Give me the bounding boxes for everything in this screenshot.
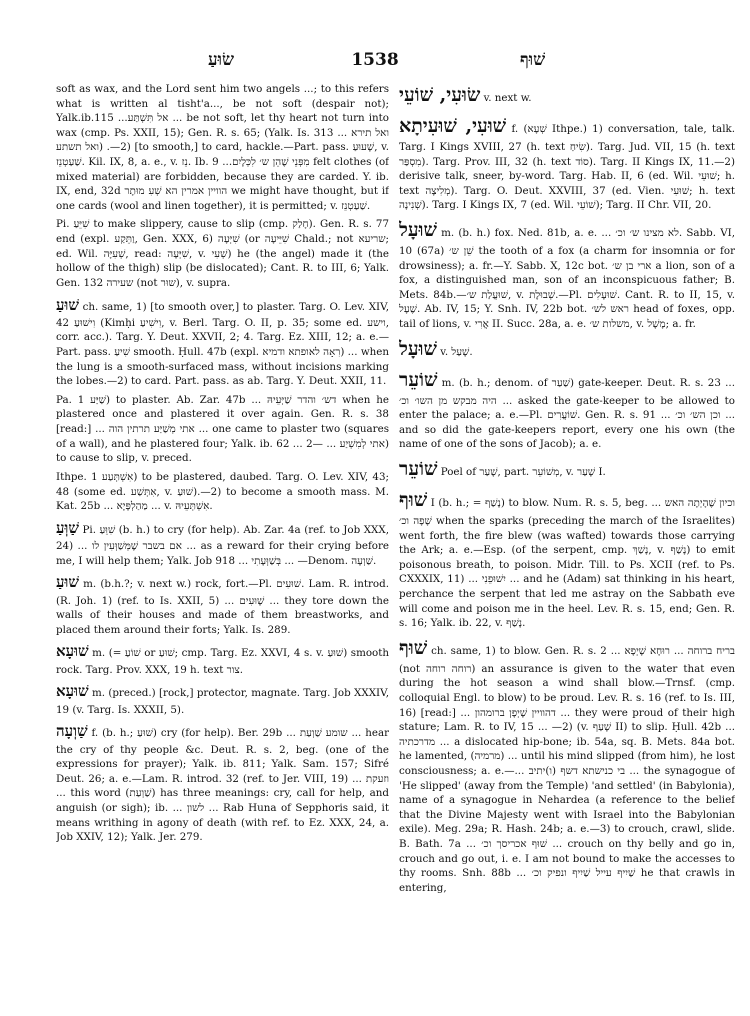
entry bbox=[56, 721, 389, 845]
entry bbox=[56, 641, 389, 677]
entry-headword: שׁוּעָל bbox=[399, 218, 437, 241]
entry-headword: שׁוּעַ bbox=[56, 295, 79, 314]
entry-headword: שׁוּעִי, שׁוּעִיתָא bbox=[399, 114, 507, 137]
left-column bbox=[56, 82, 389, 1006]
entry-text: f. (שְׁעָא Ithpe.) 1) conversation, tale, talk. Targ. I Kings XVIII, 27 (h. text שִׂיחַ). Targ. Jud. VII, 15 (h. text מִסְפַּר). Targ. Prov. III, 32 (h. text סוֹד). Targ. II Kings IX, 11.—2) derisive talk, sneer, by-word. Targ. Hab. II, 6 (ed. Wil. שׁוּעֵי; h. text מְלִיצָה). Targ. O. Deut. XXVIII, 37 (ed. Vien. שׁוּעִי; h. text שְׁנִינָה). Targ. I Kings IX, 7 (ed. Wil. שׁוֹעֵי); Targ. II Chr. VII, 20. bbox=[399, 122, 735, 212]
entry-headword: שַׁוְּעַ bbox=[56, 518, 79, 537]
running-head-left: שׂוּעַ bbox=[208, 50, 235, 70]
entry bbox=[399, 217, 735, 332]
page-number: 1538 bbox=[351, 50, 399, 70]
entry-text: v. next w. bbox=[483, 92, 532, 104]
entry-text: Pa. שַׁיַּע 1) to plaster. Ab. Zar. 47b ... דש׳ והדר שַׁיְּעֵיהּ when he plastered once and plastered it over again. Gen. R. s. 38 [read:] ... אתי מְשַׁיַּע תרתין הוה ... one came to plaster two (squares of a wall), and he plastered four; Yalk. ib. 62 ... אתי לְמִשְׁיַע ... —2) to cause to slip, v. preced. bbox=[56, 393, 389, 465]
entry bbox=[399, 367, 735, 452]
right-column bbox=[399, 82, 735, 1006]
entry-text: v. שָׁעַל. bbox=[440, 345, 473, 358]
entry bbox=[399, 635, 735, 896]
entry-pa bbox=[56, 393, 389, 466]
entry bbox=[399, 487, 735, 631]
entry bbox=[399, 456, 735, 483]
entry-headword: שׁוּעָא bbox=[56, 682, 89, 701]
entry-text: m. (preced.) [rock,] protector, magnate. Targ. Job XXXIV, 19 (v. Targ. Is. XXXII, 5). bbox=[56, 687, 389, 716]
entry-headword: שׁוּעָא bbox=[56, 642, 89, 661]
entry bbox=[399, 113, 735, 213]
entry-text: m. (b.h.?; v. next w.) rock, fort.—Pl. שׁוּעִים. Lam. R. introd. (R. Joh. 1) (ref. to Is. XXII, 5) ... שָׁוּעִים ... they tore down the walls of their houses and made of them breastworks, and placed them around their forts; Yalk. Is. 289. bbox=[56, 578, 389, 636]
entry-headword: שׁוּף bbox=[399, 488, 428, 511]
entry-text: m. (b. h.) fox. Ned. 81b, a. e. ... לא מצינו ש׳ וכ׳. Sabb. VI, 10 (67a) שֵׁן ש׳ the tooth of a fox (a charm for insomnia or for drowsiness); a. fr.—Y. Sabb. X, 12c bot. ארי בן ש׳ a lion, son of a fox, a distinguished man, son of an inconspicuous father; B. Mets. 84b.—שׁוּעֲלַת ש׳, v. שְׁבוּלֶת.—Pl. שׁוּעָלִים. Cant. R. to II, 15, v. שֶׁעָל. Ab. IV, 15; Y. Snh. IV, 22b bot. ראש לש׳ head of foxes, opp. tail of lions, v. אֲרִי II. Succ. 28a, a. e. משלות ש׳, v. מָשָׁל; a. fr. bbox=[399, 226, 735, 330]
entry-text: f. (b. h.; שׁוּעַ) cry (for help). Ber. 29b ... שומע שַׁוְעַת ... hear the cry of thy people &c. Deut. R. s. 2, beg. (one of the expressions for prayer); Yalk. ib. 811; Yalk. Sam. 157; Sifré Deut. 26; a. e.—Lam. R. introd. 32 (ref. to Jer. VIII, 19) ... וזעקת ... this word (שַׁוְעַת) has three meanings: cry, call for help, and anguish (or sigh); ib. ... לשון ... Rab Huna of Sepphoris said, it means writhing in agony of death (with ref. to Ez. XXX, 24, a. Job XXIV, 12); Yalk. Jer. 279. bbox=[56, 727, 389, 844]
entry bbox=[56, 681, 389, 717]
entry-headword: שׂוּעִי, שׁוֹעֵי bbox=[399, 84, 481, 106]
entry-text: ch. same, 1) [to smooth over,] to plaster. Targ. O. Lev. XIV, 42 וִישׁוּעַ (Kimḥi וִישִׁיעַ, v. Berl. Targ. O. II, p. 35; some ed. וישע, corr. acc.). Targ. Y. Deut. XXVII, 2; 4. Targ. Ez. XIII, 12; a. e.—Part. pass. שִׁיעַ smooth. Ḥull. 47b (expl. רִאָה לאופתא ודמיא) ... when the lung is a smooth-surfaced mass, without incisions marking the lobes.—2) to card. Part. pass. as ab. Targ. Y. Deut. XXII, 11. bbox=[56, 300, 389, 388]
entry bbox=[56, 572, 389, 637]
entry-text: Pi. שִׁיֵּעַ to make slippery, cause to slip (cmp. חָלַק). Gen. R. s. 77 end (expl. וַתֵּקַע, Gen. XXX, 6) שִׁיְּעָה (or שִׁיֵּיעָה Chald.; not שריעא; ed. Wil. שְׁעִיָּה, read: שִׁיְּעָה, v. שְׁעִי) he (the angel) made it (the hollow of the thigh) slip (be dislocated); Cant. R. to III, 6; Yalk. Gen. 132 שעירה (not שוּר), v. supra. bbox=[56, 218, 389, 289]
entry-text: Pi. שִׁוֵּעַ (b. h.) to cry (for help). Ab. Zar. 4a (ref. to Job XXX, 24) ... אם בשבר שֶׁמְּשַׁוְּעִין לו ... as a reward for their crying before me, I will help them; Yalk. Job 918 ... בְּשַׁוְּעָתִי ... —Denom. שַׁוְעָה. bbox=[56, 523, 389, 567]
entry-headword: שׁוּעָל bbox=[399, 337, 437, 360]
entry bbox=[56, 518, 389, 569]
entry-text: I (b. h.; = נָשַׁף) to blow. Num. R. s. 5, beg. ... וכיון שֶׁהָיְתָה האש שָׁפָה וכ׳ when the sparks (preceding the march of the Israelites) went forth, the fire blew (was wafted) towards those carrying the Ark; a. e.—Esp. (of the serpent, cmp. נָשַׁךְ, v. נָשַׁף) to emit poisonous breath, to poison. Midr. Till. to Ps. XCII (ref. to Ps. CXXXIX, 11) ... יִשׁוּפֵנִי ... and he (Adam) sat thinking in his heart, perchance the serpent that led me astray on the Sabbath eve will come and poison me in the heel. Lev. R. s. 15, end; Gen. R. s. 16; Yalk. ib. 22, v. נָשַׁף. bbox=[399, 496, 735, 630]
entry-headword: שׁוֹעֵר bbox=[399, 457, 438, 480]
entry-headword: שׁוֹעֵר bbox=[399, 368, 438, 391]
entry-headword: שׁוּעַ bbox=[56, 573, 79, 592]
entry bbox=[56, 295, 389, 389]
entry-ithpe bbox=[56, 470, 389, 514]
entry-text: soft as wax, and the Lord sent him two angels ...; to this refers what is written al tisht'a..., be not soft (despair not); Yalk.ib.115 ...אל תִּשְׁתַּע ... be not soft, let thy heart not turn into wax (cmp. Ps. XXII, 15); Gen. R. s. 65; (Yalk. Is. 313 ... ואל תירא ואל תשתע) .—2) [to smooth,] to card, hackle.—Part. pass. שָׁעוּעַ, v. שַׁעַטְנֵז. Kil. IX, 8, a. e., v. נֵז. Ib. 9 ...מִפְּנֵי שֶׁהֵן ש׳ לִכְּלָיִם felt clothes (of mixed material) are forbidden, because they are carded. Y. ib. IX, end, 32d הוויין אמרין הא שְׁעִ מוּתָר we might have thought, but if one cards (wool and linen together), it is permitted; v. שַׁעַטְנֵז. bbox=[56, 83, 389, 212]
entry bbox=[399, 82, 735, 109]
entry-headword: שַׁוְעָה bbox=[56, 722, 88, 741]
entry-text: Poel of שָׁעַר, part. מְשׁוֹעֵר, v. שָׁעַר I. bbox=[440, 465, 606, 478]
entry-continuation bbox=[56, 82, 389, 213]
entry-text: m. (= שׁוֹעַ or שׁוּעַ; cmp. Targ. Ez. XXVI, 4 s. v. שׁוּעַ) smooth rock. Targ. Prov. XXX, 19 h. text צור. bbox=[56, 647, 389, 676]
entry-headword: שׁוּף bbox=[399, 636, 428, 659]
entry-text: m. (b. h.; denom. of שַׁעַר) gate-keeper. Deut. R. s. 23 ... היה מבקש מן השו׳ וכ׳ ... asked the gate-keeper to be allowed to enter the palace; a. e.—Pl. שׁוֹעֲרִים. Gen. R. s. 91 ... וכן הש׳ וכ׳ ... and so did the gate-keepers report, every one his own (the name of one of the sons of Jacob); a. e. bbox=[399, 376, 735, 451]
entry-text: ch. same, 1) to blow. Gen. R. s. 2 ... בריח ברוחה ... רוּחָא שָׁיְפָא (not רוחה רוחה) an assurance is given to the water that even during the hot season a wind shall blow.—Trnsf. (cmp. colloquial Engl. to blow) to be proud. Lev. R. s. 16 (ref. to Is. III, 16) [read:] ... דהוויין שָׁיְפָן ברומהון ... they were proud of their high stature; Lam. R. to IV, 15 ... —2) (v. שָׁעַף II) to slip. Ḥull. 42b ... מדרכתיה ... a dislocated hip-bone; ib. 54a, sq. B. Mets. 84a bot. he lamented, (מרמיה) ... until his mind slipped (from him), he lost consciousness; a. e.—... בי כנישתא דשף (ו)יתיב ... the synagogue of 'He slipped' (away from the Temple) 'and settled' (in Babylonia), name of a synagogue in Nehardea (a reference to the belief that the Divine Majesty went with Israel into the Babylonian exile). Meg. 29a; R. Hash. 24b; a. e.—3) to crouch, crawl, slide. B. Bath. 7a ... שׁוּף אכריסך וכ׳ ... crouch on thy belly and go in, crouch and go out, i. e. I am not bound to make the accesses to thy rooms. Snh. 88b ... שַׁיִיף עייל שַׁיִיף ונפיק וכ׳ he that crawls in entering, bbox=[399, 644, 735, 894]
entry-text: Ithpe. אִשְׁתְּעַע 1) to be plastered, daubed. Targ. O. Lev. XIV, 43; 48 (some ed. אִתְּשַׁע, v. שׁוּעַ).—2) to become a smooth mass. M. Kat. 25b ... מַהַלְפָּיָא ... v. אִשְׁתְּעֵיהּ. bbox=[56, 470, 389, 513]
page-header bbox=[0, 50, 750, 74]
entry-pi bbox=[56, 217, 389, 290]
running-head-right: שׁוּף bbox=[520, 50, 546, 70]
entry bbox=[399, 336, 735, 363]
